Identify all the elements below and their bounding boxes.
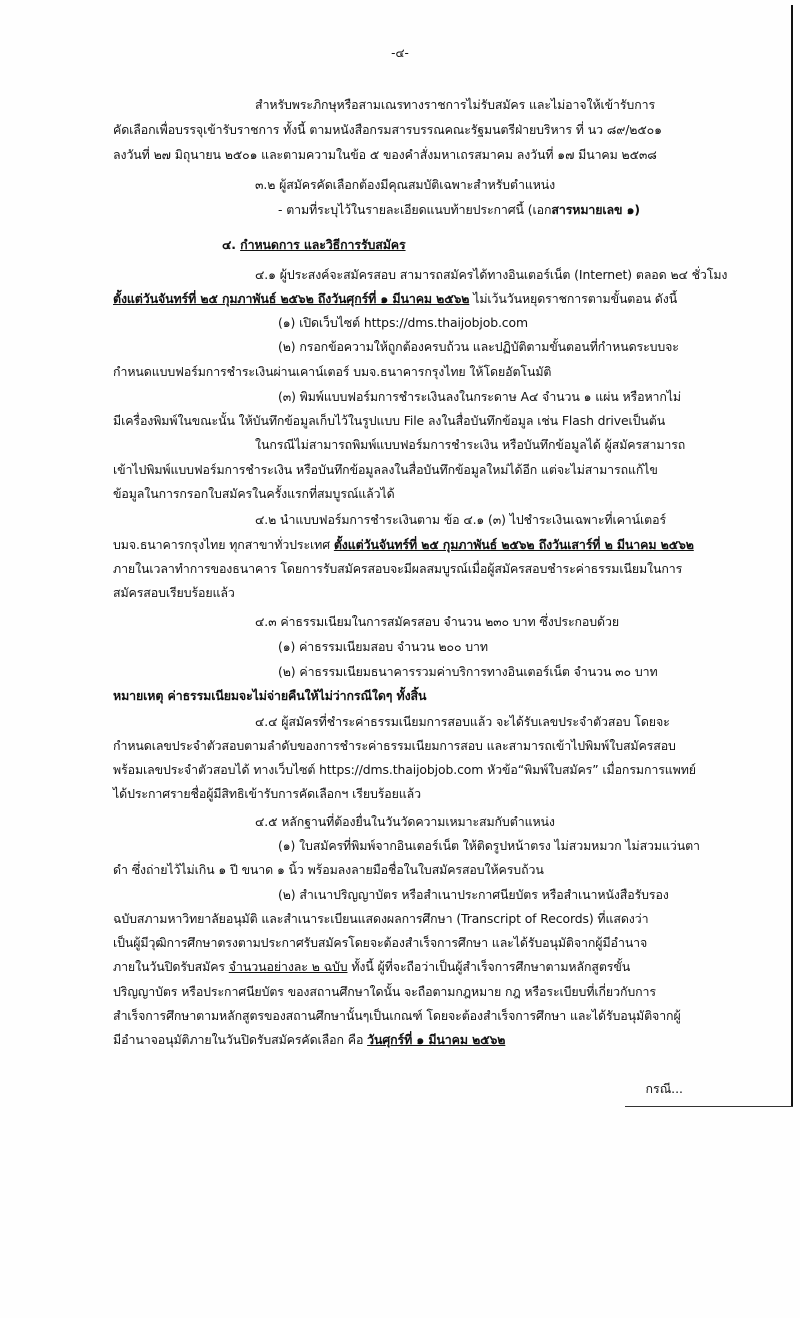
scan-page-edge-right: [791, 5, 793, 1107]
text-line: ฉบับสภามหาวิทยาลัยอนุมัติ และสำเนาระเบียนแสดงผลการศึกษา (Transcript of Records) ที่แสดงว่า: [113, 911, 649, 926]
heading-text: กำหนดการ และวิธีการรับสมัคร: [240, 237, 406, 252]
text: (๑) เปิดเว็บไซต์: [278, 315, 364, 330]
text-line: [113, 290, 677, 308]
fee-bank: (๒) ค่าธรรมเนียมธนาคารรวมค่าบริการทางอินเตอร์เน็ต จำนวน ๓๐ บาท: [278, 664, 658, 679]
text: ภายในวันปิดรับสมัคร: [113, 959, 229, 974]
doc-1: (๑) ใบสมัครที่พิมพ์จากอินเตอร์เน็ต ให้ติดรูปหน้าตรง ไม่สวมหมวก ไม่สวมแว่นตา: [278, 838, 700, 853]
fee-note: หมายเหตุ ค่าธรรมเนียมจะไม่จ่ายคืนให้ไม่ว่ากรณีใดๆ ทั้งสิ้น: [113, 688, 427, 703]
text-line: เป็นผู้มีวุฒิการศึกษาตรงตามประกาศรับสมัครโดยจะต้องสำเร็จการศึกษา และได้รับอนุมัติจากผู้มีอำนาจ: [113, 935, 648, 950]
text-line: ในกรณีไม่สามารถพิมพ์แบบฟอร์มการชำระเงิน หรือบันทึกข้อมูลได้ ผู้สมัครสามารถ: [255, 437, 686, 452]
text-line: ดำ ซึ่งถ่ายไว้ไม่เกิน ๑ ปี ขนาด ๑ นิ้ว พร้อมลงลายมือชื่อในใบสมัครสอบให้ครบถ้วน: [113, 862, 544, 877]
text-line: ลงวันที่ ๒๗ มิถุนายน ๒๕๐๑ และตามความในข้อ ๕ ของคำสั่งมหาเถรสมาคม ลงวันที่ ๑๗ มีนาคม ๒๕๓๘: [113, 147, 657, 162]
text-line: ๔.๒ นำแบบฟอร์มการชำระเงินตาม ข้อ ๔.๑ (๓) ไปชำระเงินเฉพาะที่เคาน์เตอร์: [255, 512, 666, 527]
text: - ตามที่ระบุไว้ในรายละเอียดแนบท้ายประกาศนี้ (เอก: [278, 202, 552, 217]
text-line: ภายในเวลาทำการของธนาคาร โดยการรับสมัครสอบจะมีผลสมบูรณ์เมื่อผู้สมัครสอบชำระค่าธรรมเนียมในการ: [113, 561, 683, 576]
step-1: [278, 314, 528, 332]
text-line: ได้ประกาศรายชื่อผู้มีสิทธิเข้ารับการคัดเลือกฯ เรียบร้อยแล้ว: [113, 786, 422, 801]
step-3: (๓) พิมพ์แบบฟอร์มการชำระเงินลงในกระดาษ A๔ จำนวน ๑ แผ่น หรือหากไม่: [278, 389, 681, 404]
text-line: กำหนดแบบฟอร์มการชำระเงินผ่านเคาน์เตอร์ บมจ.ธนาคารกรุงไทย ให้โดยอัตโนมัติ: [113, 364, 552, 379]
text-line: [113, 1031, 505, 1049]
heading-number: ๔.: [222, 237, 241, 252]
text: บมจ.ธนาคารกรุงไทย ทุกสาขาทั่วประเทศ: [113, 537, 334, 552]
text-line: พร้อมเลขประจำตัวสอบได้ ทางเว็บไซต์ https://dms.thaijobjob.com หัวข้อ“พิมพ์ใบสมัคร” เมื่อกรมการแพทย์: [113, 762, 696, 777]
fee-exam: (๑) ค่าธรรมเนียมสอบ จำนวน ๒๐๐ บาท: [278, 639, 488, 654]
text-line: ข้อมูลในการกรอกใบสมัครในครั้งแรกที่สมบูรณ์แล้วได้: [113, 486, 395, 501]
page-number: -๔-: [391, 46, 409, 60]
text: ไม่เว้นวันหยุดราชการตามขั้นตอน ดังนี้: [469, 291, 678, 306]
text-line: มีเครื่องพิมพ์ในขณะนั้น ให้บันทึกข้อมูลเก็บไว้ในรูปแบบ File ลงในสื่อบันทึกข้อมูล เช่น Flash driveเป็นต้น: [113, 413, 666, 428]
item-3-2: ๓.๒ ผู้สมัครคัดเลือกต้องมีคุณสมบัติเฉพาะสำหรับตำแหน่ง: [255, 177, 556, 192]
text-line: [113, 958, 630, 976]
date-range: ตั้งแต่วันจันทร์ที่ ๒๕ กุมภาพันธ์ ๒๕๖๒ ถึงวันศุกร์ที่ ๑ มีนาคม ๒๕๖๒: [113, 291, 470, 306]
text-line: [113, 536, 694, 554]
text: มีอำนาจอนุมัติภายในวันปิดรับสมัครคัดเลือก คือ: [113, 1032, 368, 1047]
text-line: ๔.๑ ผู้ประสงค์จะสมัครสอบ สามารถสมัครได้ทางอินเตอร์เน็ต (Internet) ตลอด ๒๔ ชั่วโมง: [255, 267, 728, 282]
text-line: กำหนดเลขประจำตัวสอบตามลำดับของการชำระค่าธรรมเนียมการสอบ และสามารถเข้าไปพิมพ์ใบสมัครสอบ: [113, 738, 676, 753]
text-line: สมัครสอบเรียบร้อยแล้ว: [113, 585, 235, 600]
date-range: ตั้งแต่วันจันทร์ที่ ๒๕ กุมภาพันธ์ ๒๕๖๒ ถึงวันเสาร์ที่ ๒ มีนาคม ๒๕๖๒: [333, 537, 694, 552]
text-line: สำเร็จการศึกษาตามหลักสูตรของสถานศึกษานั้นๆเป็นเกณฑ์ โดยจะต้องสำเร็จการศึกษา และได้รับอนุมัติจากผู้: [113, 1008, 681, 1023]
text-line: ๔.๔ ผู้สมัครที่ชำระค่าธรรมเนียมการสอบแล้ว จะได้รับเลขประจำตัวสอบ โดยจะ: [255, 714, 670, 729]
text-bold: สารหมายเลข ๑): [551, 202, 640, 217]
text: ทั้งนี้ ผู้ที่จะถือว่าเป็นผู้สำเร็จการศึกษาตามหลักสูตรขั้น: [347, 959, 631, 974]
text-line: เข้าไปพิมพ์แบบฟอร์มการชำระเงิน หรือบันทึกข้อมูลลงในสื่อบันทึกข้อมูลใหม่ได้อีก แต่จะไม่สามารถแก้ไข: [113, 462, 658, 477]
scan-page-edge-bottom: [625, 1106, 793, 1107]
deadline-date: วันศุกร์ที่ ๑ มีนาคม ๒๕๖๒: [367, 1032, 506, 1047]
text-line: สำหรับพระภิกษุหรือสามเณรทางราชการไม่รับสมัคร และไม่อาจให้เข้ารับการ: [255, 97, 656, 112]
copies-count: จำนวนอย่างละ ๒ ฉบับ: [228, 959, 348, 974]
website-link[interactable]: https://dms.thaijobjob.com: [363, 315, 528, 330]
text-line: คัดเลือกเพื่อบรรจุเข้ารับราชการ ทั้งนี้ ตามหนังสือกรมสารบรรณคณะรัฐมนตรีฝ่ายบริหาร ที่ นว ๘๙/๒๕๐๑: [113, 122, 662, 137]
text-line: ปริญญาบัตร หรือประกาศนียบัตร ของสถานศึกษาใดนั้น จะถือตามกฎหมาย กฎ หรือระเบียบที่เกี่ยวกับการ: [113, 984, 656, 999]
doc-2: (๒) สำเนาปริญญาบัตร หรือสำเนาประกาศนียบัตร หรือสำเนาหนังสือรับรอง: [278, 887, 669, 902]
continuation-marker: กรณี...: [645, 1081, 683, 1096]
text-line: ๔.๓ ค่าธรรมเนียมในการสมัครสอบ จำนวน ๒๓๐ บาท ซึ่งประกอบด้วย: [255, 614, 619, 629]
text-line: ๔.๕ หลักฐานที่ต้องยื่นในวันวัดความเหมาะสมกับตำแหน่ง: [255, 814, 555, 829]
item-3-2-sub: [278, 201, 640, 219]
step-2: (๒) กรอกข้อความให้ถูกต้องครบถ้วน และปฏิบัติตามขั้นตอนที่กำหนดระบบจะ: [278, 339, 679, 354]
section-4-heading: [222, 236, 406, 254]
